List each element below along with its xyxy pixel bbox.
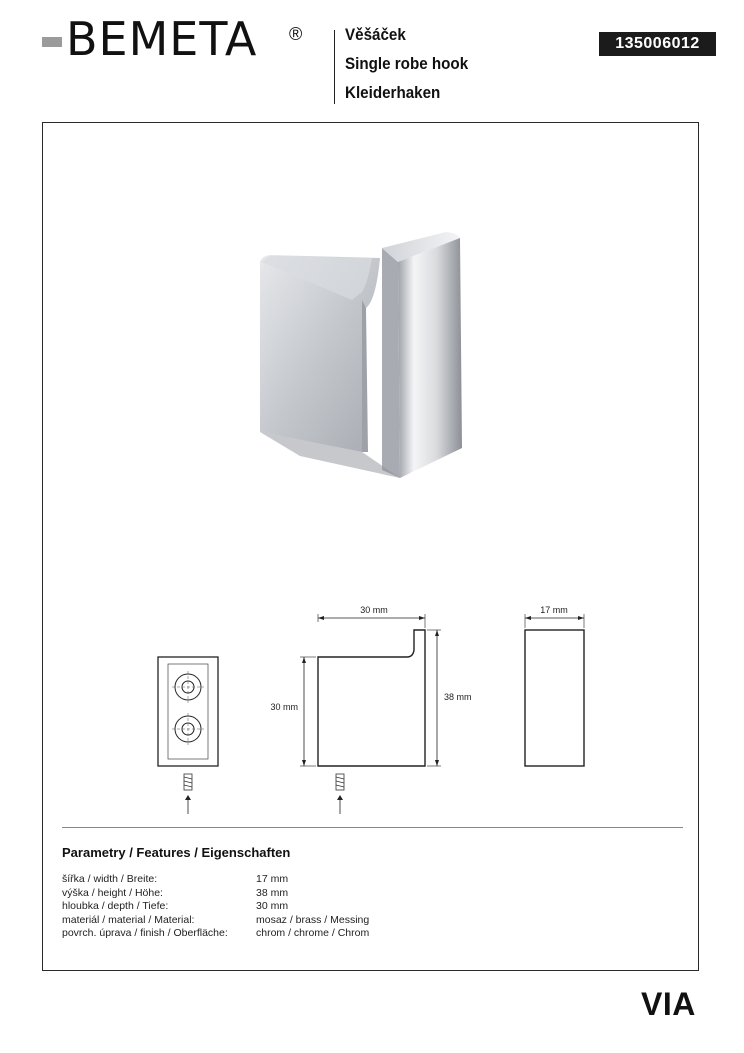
feature-value: mosaz / brass / Messing	[256, 913, 370, 926]
product-code: 135006012	[599, 32, 716, 56]
dim-total-height: 38 mm	[444, 692, 472, 702]
feature-label: šířka / width / Breite:	[62, 873, 158, 885]
title-czech: Věšáček	[345, 26, 406, 44]
feature-label: povrch. úprava / finish / Oberfläche:	[62, 927, 228, 940]
brand-logo: BEMETA	[66, 12, 258, 66]
registered-mark: ®	[289, 24, 303, 44]
mounting-hole-bottom	[172, 713, 204, 745]
feature-value: 38 mm	[256, 886, 289, 899]
screw-icon	[336, 774, 344, 814]
title-english: Single robe hook	[345, 55, 469, 73]
feature-label: materiál / material / Material:	[62, 913, 195, 926]
features-values	[256, 873, 369, 941]
front-view	[300, 614, 441, 814]
feature-value: chrom / chrome / Chrom	[256, 927, 370, 940]
dim-side-width: 17 mm	[540, 605, 568, 615]
product-image	[260, 232, 462, 478]
feature-label: výška / height / Höhe:	[62, 886, 163, 899]
features-labels	[62, 873, 228, 941]
title-german: Kleiderhaken	[345, 84, 441, 102]
feature-value: 17 mm	[256, 873, 289, 885]
mounting-hole-top	[172, 671, 204, 703]
dim-front-height: 30 mm	[270, 702, 298, 712]
feature-label: hloubka / depth / Tiefe:	[62, 900, 169, 913]
dim-front-width: 30 mm	[360, 605, 388, 615]
side-view	[525, 614, 584, 766]
screw-icon	[184, 774, 192, 814]
series-name: VIA	[641, 986, 696, 1022]
back-view	[158, 657, 218, 814]
features-title: Parametry / Features / Eigenschaften	[62, 845, 291, 860]
section-divider	[62, 827, 683, 828]
feature-value: 30 mm	[256, 900, 289, 913]
